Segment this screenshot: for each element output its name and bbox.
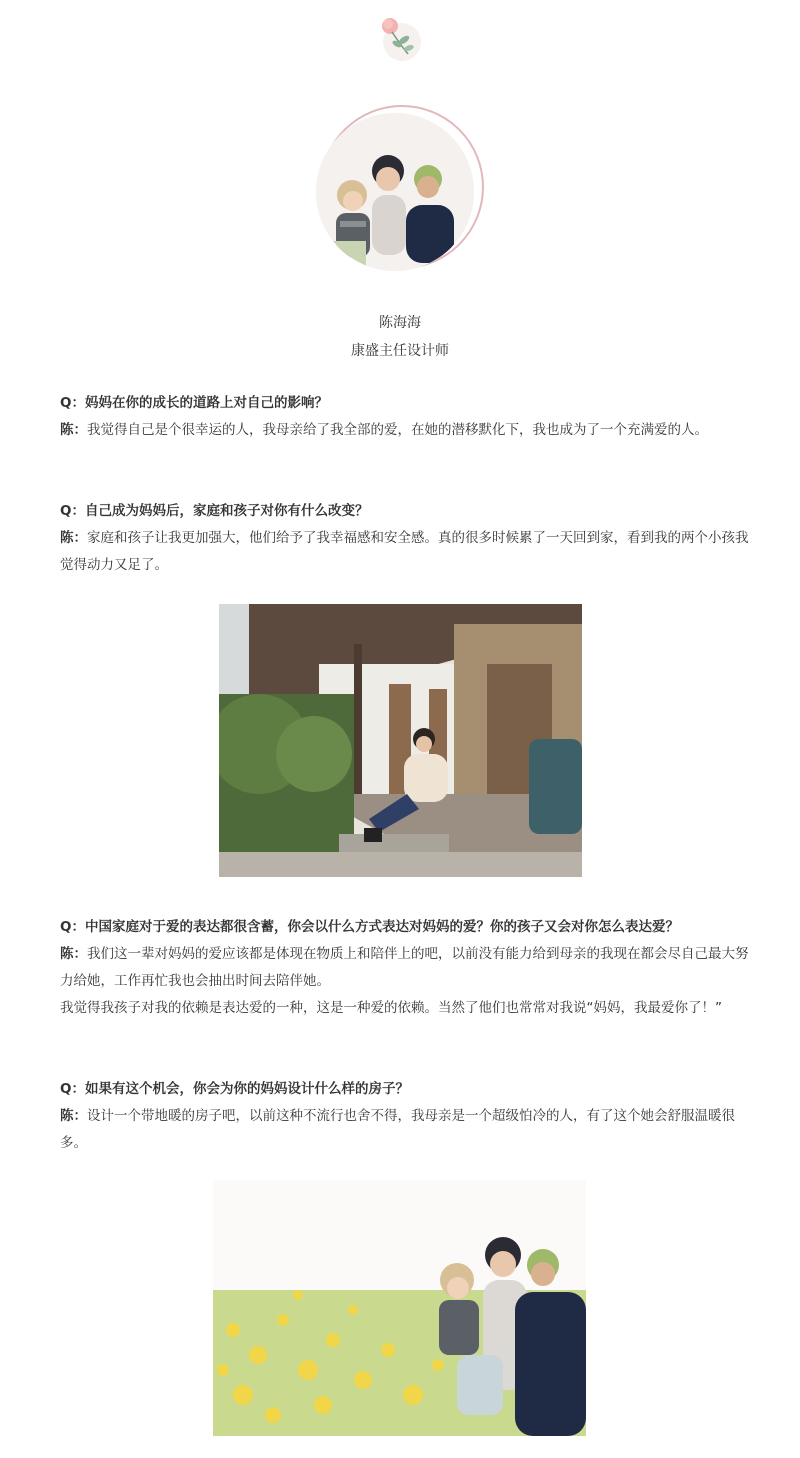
answer bbox=[60, 1103, 750, 1157]
avatar bbox=[312, 105, 488, 275]
answer-text: 我们这一辈对妈妈的爱应该都是体现在物质上和陪伴上的吧，以前没有能力给到母亲的我现在都会尽自己最大努力给她，工作再忙我也会抽出时间去陪伴她。 bbox=[60, 946, 749, 989]
answer-prefix: 陈： bbox=[60, 946, 87, 962]
qa-item-4 bbox=[60, 1076, 750, 1157]
answer bbox=[60, 417, 750, 444]
answer-text: 家庭和孩子让我更加强大，他们给予了我幸福感和安全感。真的很多时候累了一天回到家，看到我的两个小孩我觉得动力又足了。 bbox=[60, 530, 749, 573]
question: Q：妈妈在你的成长的道路上对自己的影响？ bbox=[60, 395, 328, 411]
question: Q：如果有这个机会，你会为你的妈妈设计什么样的房子？ bbox=[60, 1081, 409, 1097]
question: Q：自己成为妈妈后，家庭和孩子对你有什么改变？ bbox=[60, 503, 369, 519]
family-portrait-image bbox=[316, 113, 474, 271]
qa-item-3 bbox=[60, 914, 750, 1022]
answer-prefix: 陈： bbox=[60, 422, 87, 438]
qa-item-1 bbox=[60, 390, 750, 444]
person-title: 康盛主任设计师 bbox=[351, 343, 449, 359]
answer-text: 我觉得自己是个很幸运的人，我母亲给了我全部的爱，在她的潜移默化下，我也成为了一个充满爱的人。 bbox=[87, 422, 708, 438]
flower-icon bbox=[378, 14, 422, 62]
answer-prefix: 陈： bbox=[60, 530, 87, 546]
person-name: 陈海海 bbox=[379, 315, 421, 331]
answer-text: 设计一个带地暖的房子吧，以前这种不流行也舍不得，我母亲是一个超级怕冷的人，有了这个她会舒服温暖很多。 bbox=[60, 1108, 735, 1151]
answer bbox=[60, 941, 750, 995]
flower-field-family-photo bbox=[213, 1180, 586, 1436]
question: Q：中国家庭对于爱的表达都很含蓄，你会以什么方式表达对妈妈的爱？你的孩子又会对你怎么表达爱？ bbox=[60, 919, 679, 935]
answer-extra: 我觉得我孩子对我的依赖是表达爱的一种，这是一种爱的依赖。当然了他们也常常对我说“妈妈，我最爱你了！” bbox=[60, 1000, 722, 1016]
house-porch-photo bbox=[219, 604, 582, 877]
answer bbox=[60, 525, 750, 579]
answer-prefix: 陈： bbox=[60, 1108, 87, 1124]
qa-item-2 bbox=[60, 498, 750, 579]
